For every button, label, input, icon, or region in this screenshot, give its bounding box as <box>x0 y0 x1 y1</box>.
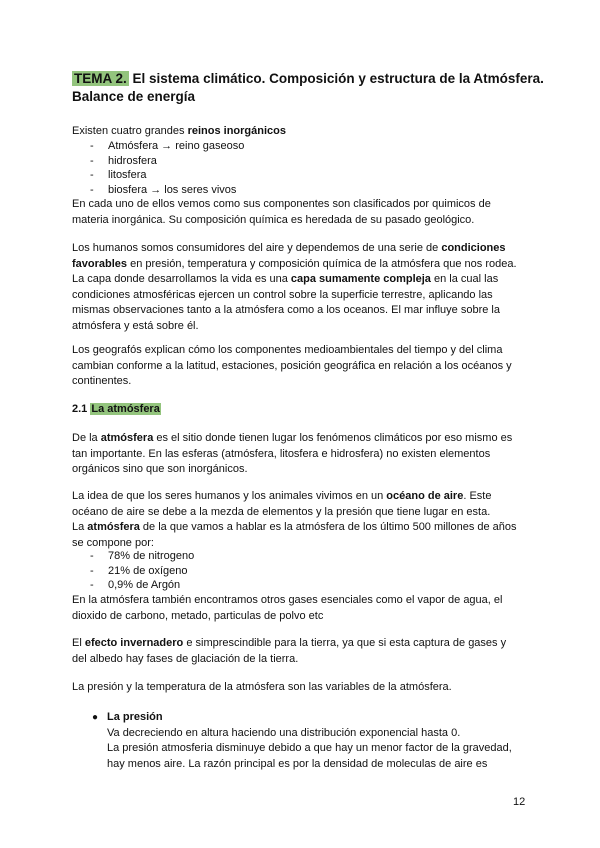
section-title: La atmósfera <box>91 403 160 415</box>
list-item: - 78% de nitrogeno <box>90 550 195 562</box>
page-number: 12 <box>513 796 526 808</box>
section-number: 2.1 <box>72 403 88 415</box>
list-item: - hidrosfera <box>90 154 157 167</box>
paragraph-variables: La presión y la temperatura de la atmósfera son las variables de la atmósfera. <box>72 681 452 693</box>
list-item: - 0,9% de Argón <box>90 579 181 591</box>
list-item: - litosfera <box>90 169 147 181</box>
intro-text: Existen cuatro grandes <box>72 125 188 137</box>
page-title <box>72 70 542 106</box>
reinos-list <box>90 139 244 197</box>
paragraph-atmosfera: De la atmósfera es el sitio donde tienen lugar los fenómenos climáticos por eso mismo es tan importante. En las esferas (atmósfera, litosfera e hidrosfera) no existen elementos orgánicos sino que son inorgánicos. <box>72 432 513 475</box>
intro-bold: reinos inorgánicos <box>187 125 286 137</box>
paragraph-oceano-aire: La idea de que los seres humanos y los animales vivimos en un océano de aire. Este océano de aire se debe a la mezda de elementos y la presión que tiene lugar en esta. La atmósfera de la que vamos a hablar es la atmósfera de los último 500 millones de años se compone por: <box>72 490 517 549</box>
document-page: TEMA 2. El sistema climático. Composición y estructura de la Atmósfera. Balance de energía Existen cuatro grandes reinos inorgánicos - Atmósfera → reino gaseoso - hidrosfera - litosfera - biosfera → los seres vivos En cada uno de ellos vemos como sus componentes son clasificados por quimicos de materia inorgánica. Su composición química es heredada de su pasado geológico. Los humanos somos consumidores del aire y dependemos de una serie de condiciones favorables en presión, temperatura y composición química de la atmósfera que nos rodea. La capa donde desarrollamos la vida es una capa sumamente compleja en la cual las condiciones atmosféricas ejercen un control sobre la superficie terrestre, aplicando las mismas observaciones tanto a la atmósfera como a los oceanos. El mar influye sobre la atmósfera y está sobre él. Los geografós explican cómo los componentes medioambientales del tiempo y del clima cambian conforme a la latitud, estaciones, posición geográfica en relación a los océanos y continentes. 2.1 La atmósfera De la atmósfera es el sitio donde tienen lugar los fenómenos climáticos por eso mismo es tan importante. En las esferas (atmósfera, litosfera e hidrosfera) no existen elementos orgánicos sino que son inorgánicos. La idea de que los seres humanos y los animales vivimos en un océano de aire. Este océano de aire se debe a la mezda de elementos y la presión que tiene lugar en esta. La atmósfera de la que vamos a hablar es la atmósfera de los último 500 millones de años se compone por: - 78% de nitrogeno - 21% de oxígeno - 0,9% de Argón En la atmósfera también encontramos otros gases esenciales como el vapor de agua, el dioxido de carbono, metado, particulas de polvo etc El efecto invernadero e simprescindible para la tierra, ya que si esta captura de gases y del albedo hay fases de glaciación de la tierra. La presión y la temperatura de la atmósfera son las variables de la atmósfera. ● La presión Va decreciendo en altura haciendo una distribución exponencial hasta 0. La presión atmosferia disminuye debido a que hay un menor factor de la gravedad, hay menos aire. La razón principal es por la densidad de moleculas de aire es 12 <box>72 71 544 808</box>
composicion-list <box>90 549 194 593</box>
paragraph-geografos: Los geografós explican cómo los componentes medioambientales del tiempo y del clima cambian conforme a la latitud, estaciones, posición geográfica en relación a los océanos y continentes. <box>72 344 512 387</box>
bullet-heading: La presión <box>107 711 163 723</box>
bullet-dot-icon: ● <box>92 712 99 723</box>
title-line-2: Balance de energía <box>72 89 196 104</box>
intro-paragraph <box>72 124 532 140</box>
list-item: - biosfera → los seres vivos <box>90 183 237 196</box>
paragraph-humanos: Los humanos somos consumidores del aire y dependemos de una serie de condiciones favorables en presión, temperatura y composición química de la atmósfera que nos rodea. La capa donde desarrollamos la vida es una capa sumamente compleja en la cual las condiciones atmosféricas ejercen un control sobre la superficie terrestre, aplicando las mismas observaciones tanto a la atmósfera como a los oceanos. El mar influye sobre la atmósfera y está sobre él. <box>72 242 517 332</box>
title-line-1: El sistema climático. Composición y estructura de la Atmósfera. <box>132 71 544 86</box>
list-item: - 21% de oxígeno <box>90 564 188 577</box>
intro-after: En cada uno de ellos vemos como sus componentes son clasificados por quimicos de materia inorgánica. Su composición química es heredada de su pasado geológico. <box>72 198 491 226</box>
paragraph-invernadero: El efecto invernadero e simprescindible para la tierra, ya que si esta captura de gases y del albedo hay fases de glaciación de la tierra. <box>72 637 507 665</box>
title-tag: TEMA 2. <box>74 71 127 86</box>
gases-paragraph: En la atmósfera también encontramos otros gases esenciales como el vapor de agua, el dioxido de carbono, metado, particulas de polvo etc <box>72 594 503 622</box>
list-item: - Atmósfera → reino gaseoso <box>90 140 245 152</box>
section-heading <box>72 403 161 415</box>
